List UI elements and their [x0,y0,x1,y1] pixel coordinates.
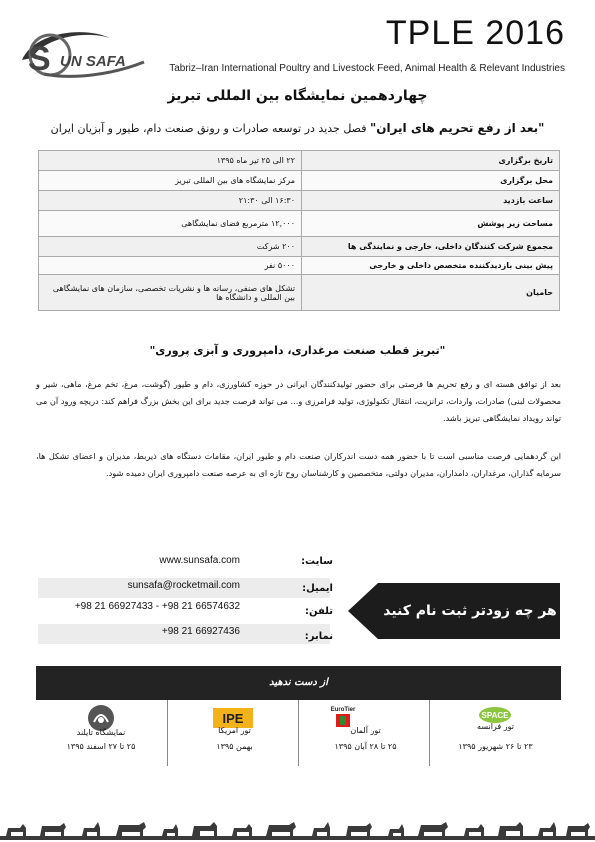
register-label: هر چه زودتر ثبت نام کنید [383,603,557,619]
event-title: TPLE 2016 [385,14,565,52]
table-label: حامیان [302,275,560,311]
tour-date: ۲۳ تا ۲۶ شهریور ۱۳۹۵ [458,742,533,751]
svg-text:S: S [28,40,51,78]
animal-silhouettes-decoration [0,812,595,840]
table-label: محل برگزاری [302,171,560,191]
table-value: ۵۰۰۰ نفر [39,257,302,275]
table-value: ۱۲,۰۰۰ مترمربع فضای نمایشگاهی [39,211,302,237]
tour-title: تور فرانسه [477,722,514,731]
exhibition-title: چهاردهمین نمایشگاه بین المللی تبریز [167,88,428,104]
tour-title: تور امریکا [218,726,251,735]
table-row [39,275,560,311]
table-row [39,257,560,275]
fax-value: +98 21 66927436 [161,626,240,637]
tours-row [36,700,561,766]
slogan: "تبریز قطب صنعت مرغداری، دامپروری و آبزی پروری" [149,344,446,357]
tour-america[interactable] [167,700,299,766]
event-info-table [38,150,560,311]
eurotier-logo-icon [328,704,358,728]
table-label: تاریخ برگزاری [302,151,560,171]
tour-france[interactable] [430,700,561,766]
table-label: مساحت زیر پوشش [302,211,560,237]
tour-title: تور آلمان [350,726,381,735]
table-label: ساعت بازدید [302,191,560,211]
table-value: مرکز نمایشگاه های بین المللی تبریز [39,171,302,191]
table-row [39,191,560,211]
table-row [39,151,560,171]
tour-logo-text: IPE [222,711,244,726]
email-label: ایمیل: [302,583,333,594]
sunsafa-logo [14,22,164,82]
tour-date: ۲۵ تا ۲۷ اسفند ۱۳۹۵ [66,742,136,751]
paragraph-intro: بعد از توافق هسته ای و رفع تحریم ها فرصتی برای حضور تولیدکنندگان ایرانی در حوزه کشاورزی، دام و طیور (گوشت، مرغ، تخم مرغ، ماهی، شیر و محصولات لبنی) صادرات، واردات، ترانزیت، انتقال تکنولوژی، تولید فرامرزی و... می تواند فرصت جدید برای این بخش بزرگ فراهم کند: دریچه ورود آن می تواند رویداد نمایشگاهی تبریز باشد. [36,379,561,423]
dont-miss-label: از دست ندهید [269,677,328,688]
headline [30,121,565,135]
register-button[interactable] [348,583,560,639]
table-row [39,237,560,257]
tour-germany[interactable] [298,700,430,766]
tour-title: نمایشگاه تایلند [76,728,126,737]
site-link[interactable]: www.sunsafa.com [159,555,240,566]
dont-miss-banner [36,666,561,700]
table-row [39,171,560,191]
headline-bold: "بعد از رفع تحریم های ایران" [369,121,545,135]
table-value: ۲۲ الی ۲۵ تیر ماه ۱۳۹۵ [39,151,302,171]
table-value: ۱۶:۳۰ الی ۲۱:۳۰ [39,191,302,211]
paragraph-body: این گردهمایی فرصت مناسبی است تا با حضور همه دست اندرکاران صنعت دام و طیور ایران، مقامات دستگاه های ذیربط، مدیران و اعضای تشکل ها، سرمایه گذاران، مرغداران، دامداران، مدیران دولتی، متخصصین و کارشناسان روح تازه ای به عرصه صنعت دامپروری ایران دمیده شود. [36,451,561,478]
event-subtitle: Tabriz–Iran International Poultry and Livestock Feed, Animal Health & Relevant Industries [169,63,565,74]
table-value: تشکل های صنفی، رسانه ها و نشریات تخصصی، سازمان های نمایشگاهی بین المللی و دانشگاه ها [39,275,302,311]
site-label: سایت: [301,556,333,567]
phone-label: تلفن: [304,606,333,617]
table-label: مجموع شرکت کنندگان داخلی، خارجی و نمایندگی ها [302,237,560,257]
tour-logo-text: SPACE [481,711,509,720]
tour-date: ۲۵ تا ۲۸ آبان ۱۳۹۵ [334,742,397,751]
fax-label: نمابر: [304,631,333,642]
tour-logo-text: EuroTier [330,707,356,713]
tour-thailand[interactable] [35,700,168,766]
table-row [39,211,560,237]
svg-text:UN SAFA: UN SAFA [60,53,126,70]
headline-rest: فصل جدید در توسعه صادرات و رونق صنعت دام، طیور و آبزیان ایران [50,122,370,135]
table-label: پیش بینی بازدیدکننده متخصص داخلی و خارجی [302,257,560,275]
email-link[interactable]: sunsafa@rocketmail.com [127,580,240,591]
phone-value: +98 21 66927433 - +98 21 66574632 [74,601,240,612]
tour-date: بهمن ۱۳۹۵ [216,742,253,751]
ipe-logo-icon [213,708,253,728]
table-value: ۲۰۰ شرکت [39,237,302,257]
